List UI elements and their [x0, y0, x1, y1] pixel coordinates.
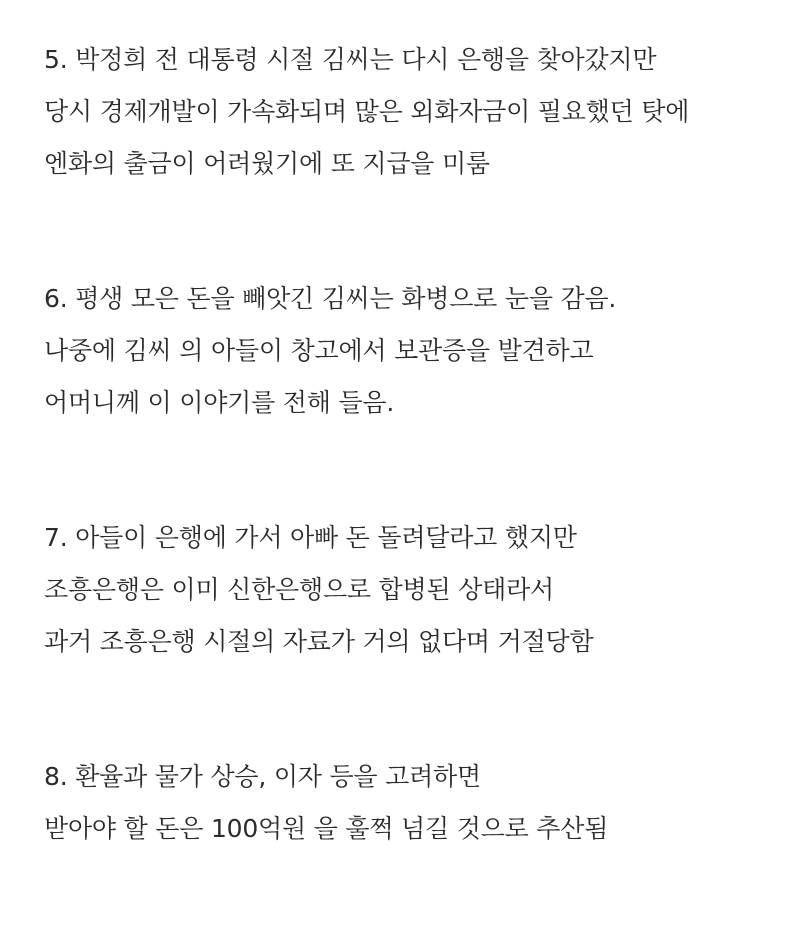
text-line: 5. 박정희 전 대통령 시절 김씨는 다시 은행을 찾아갔지만 [44, 45, 657, 74]
text-line: 조흥은행은 이미 신한은행으로 합병된 상태라서 [44, 575, 554, 604]
text-line: 6. 평생 모은 돈을 빼앗긴 김씨는 화병으로 눈을 감음. [44, 284, 617, 313]
text-line: 받아야 할 돈은 100억원 을 훌쩍 넘길 것으로 추산됨 [44, 814, 609, 843]
text-line: 엔화의 출금이 어려웠기에 또 지급을 미룸 [44, 149, 490, 178]
text-line: 과거 조흥은행 시절의 자료가 거의 없다며 거절당함 [44, 627, 594, 656]
text-line: 어머니께 이 이야기를 전해 들음. [44, 388, 395, 417]
text-line: 8. 환율과 물가 상승, 이자 등을 고려하면 [44, 762, 481, 791]
text-line: 나중에 김씨 의 아들이 창고에서 보관증을 발견하고 [44, 336, 594, 365]
article-body [44, 34, 780, 938]
section-7 [44, 512, 780, 668]
section-5 [44, 34, 780, 190]
text-line: 7. 아들이 은행에 가서 아빠 돈 돌려달라고 했지만 [44, 523, 577, 552]
section-6 [44, 273, 780, 429]
text-line: 당시 경제개발이 가속화되며 많은 외화자금이 필요했던 탓에 [44, 97, 690, 126]
section-8 [44, 751, 780, 855]
